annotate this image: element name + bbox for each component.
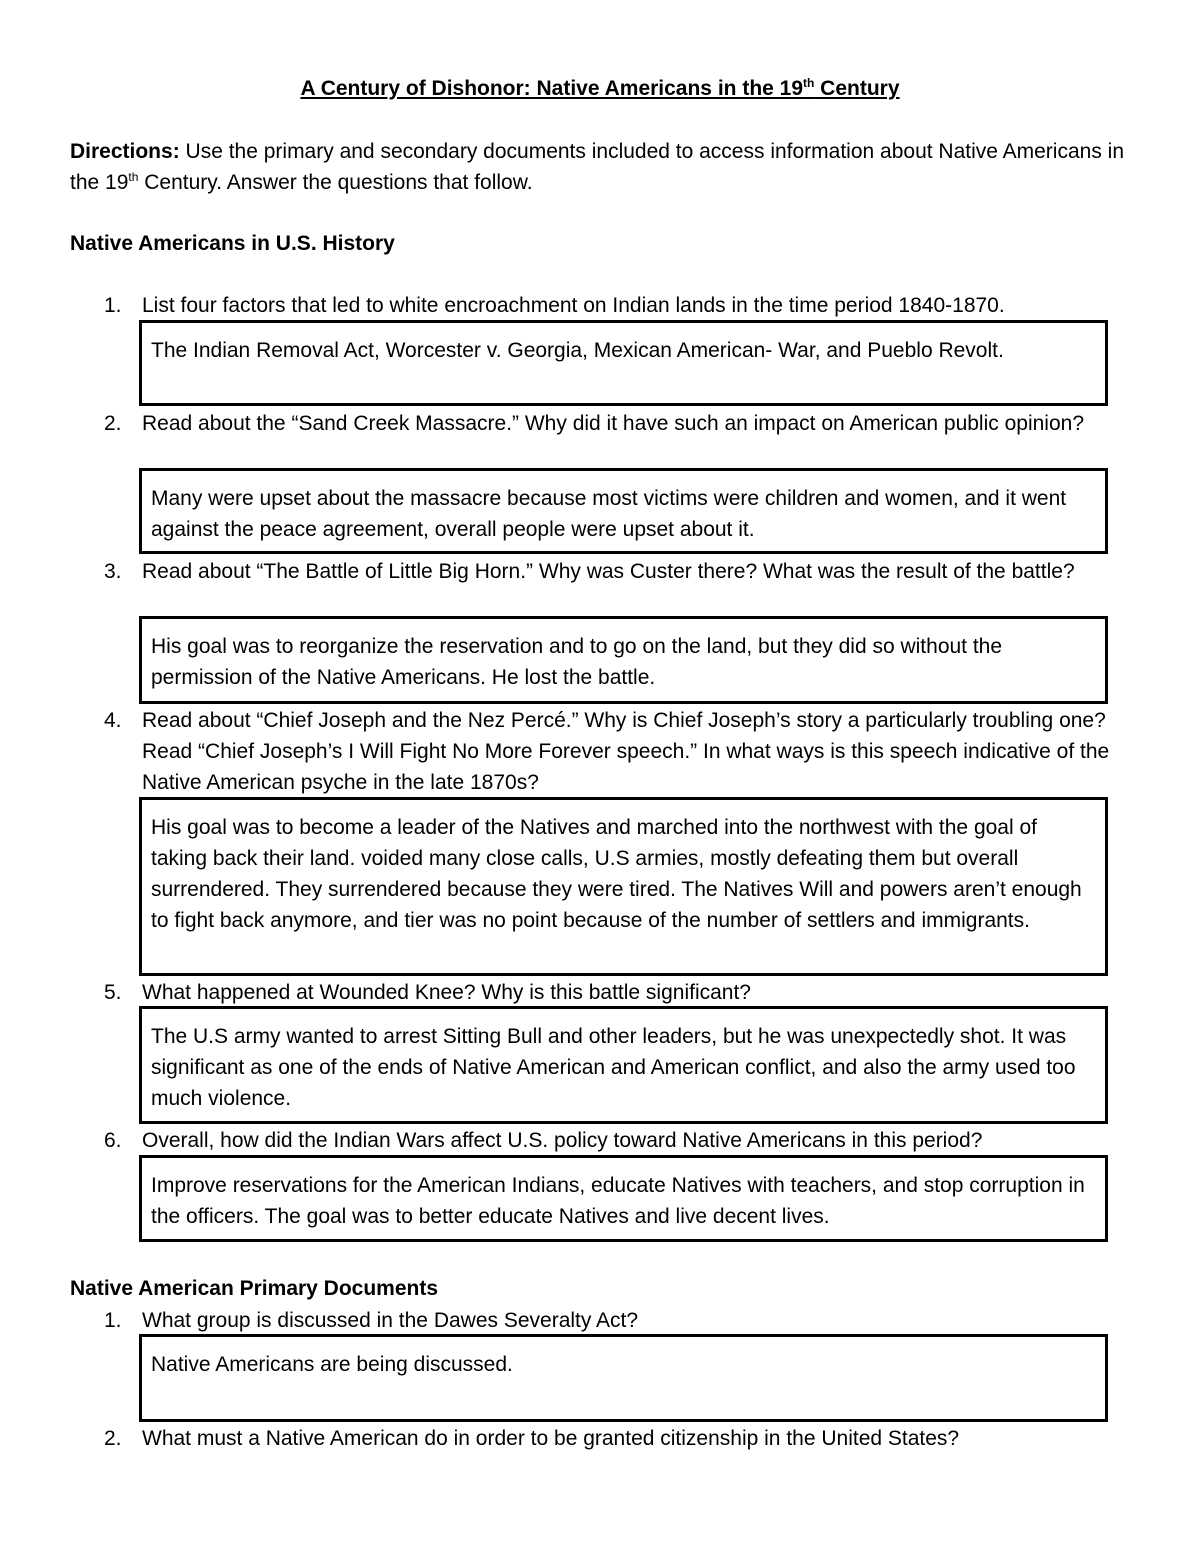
primary-question-2: 2. What must a Native American do in order to be granted citizenship in the United States? <box>104 1427 960 1450</box>
primary-answer-box-1[interactable]: Native Americans are being discussed. <box>139 1334 1108 1422</box>
section-heading-history: Native Americans in U.S. History <box>70 232 395 255</box>
answer-box-5[interactable]: The U.S army wanted to arrest Sitting Bull and other leaders, but he was unexpectedly shot. It was significant as one of the ends of Native American and American conflict, and also the army used too much violence. <box>139 1006 1108 1124</box>
answer-box-2[interactable]: Many were upset about the massacre because most victims were children and women, and it went against the peace agreement, overall people were upset about it. <box>139 468 1108 554</box>
question-2: 2. Read about the “Sand Creek Massacre.” Why did it have such an impact on American public opinion? <box>104 412 1085 435</box>
question-5: 5. What happened at Wounded Knee? Why is this battle significant? <box>104 981 751 1004</box>
answer-box-6[interactable]: Improve reservations for the American Indians, educate Natives with teachers, and stop corruption in the officers. The goal was to better educate Natives and live decent lives. <box>139 1155 1108 1242</box>
answer-box-4[interactable]: His goal was to become a leader of the Natives and marched into the northwest with the goal of taking back their land. voided many close calls, U.S armies, mostly defeating them but overall surrendered. They surrendered because they were tired. The Natives Will and powers aren’t enough to fight back anymore, and tier was no point because of the number of settlers and immigrants. <box>139 797 1108 976</box>
page-title: A Century of Dishonor: Native Americans in the 19th Century <box>300 76 900 100</box>
question-4: 4. Read about “Chief Joseph and the Nez Percé.” Why is Chief Joseph’s story a particularly troubling one? Read “Chief Joseph’s I Will Fight No More Forever speech.” In what ways is this speech indicative of the Native American psyche in the late 1870s? <box>104 709 1110 794</box>
answer-box-3[interactable]: His goal was to reorganize the reservation and to go on the land, but they did so without the permission of the Native Americans. He lost the battle. <box>139 616 1108 704</box>
question-1: 1. List four factors that led to white encroachment on Indian lands in the time period 1840-1870. <box>104 294 1005 317</box>
question-6: 6. Overall, how did the Indian Wars affect U.S. policy toward Native Americans in this period? <box>104 1129 983 1152</box>
section-heading-primary-documents: Native American Primary Documents <box>70 1277 439 1300</box>
answer-box-1[interactable]: The Indian Removal Act, Worcester v. Georgia, Mexican American- War, and Pueblo Revolt. <box>139 320 1108 406</box>
directions: Directions: Use the primary and secondary documents included to access information about Native Americans in the 19th Century. Answer the questions that follow. <box>70 140 1125 194</box>
question-3: 3. Read about “The Battle of Little Big Horn.” Why was Custer there? What was the result of the battle? <box>104 560 1075 583</box>
directions-label: Directions: <box>70 140 180 163</box>
primary-question-1: 1. What group is discussed in the Dawes Severalty Act? <box>104 1309 639 1332</box>
